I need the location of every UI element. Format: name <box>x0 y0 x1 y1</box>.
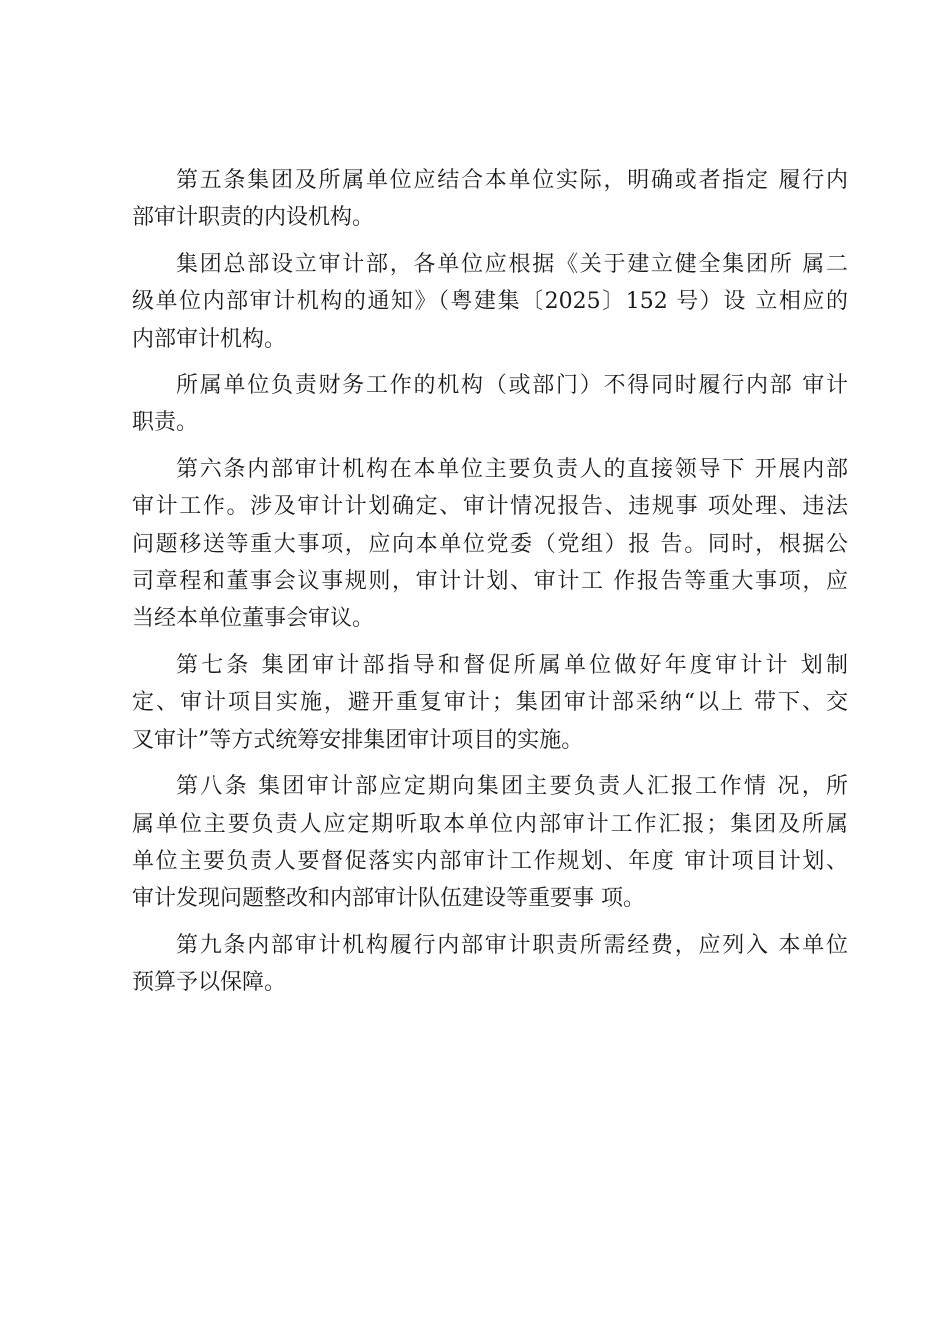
text-line: 第九条内部审计机构履行内部审计职责所需经费，应列入 本单位 <box>176 932 848 958</box>
text-line: 问题移送等重大事项，应向本单位党委（党组）报 告。同时，根据公 <box>132 531 848 557</box>
text-line: 职责。 <box>132 410 199 436</box>
text-line: 审计工作。涉及审计计划确定、审计情况报告、违规事 项处理、违法 <box>132 494 848 520</box>
text-line: 属单位主要负责人应定期听取本单位内部审计工作汇报；集团及所属 <box>132 811 848 837</box>
paragraph-article-6 <box>132 451 848 638</box>
paragraph-article-9 <box>132 927 848 1002</box>
text-line: 司章程和董事会议事规则，审计计划、审计工 作报告等重大事项，应 <box>132 569 848 595</box>
text-line: 第七条 集团审计部指导和督促所属单位做好年度审计计 划制 <box>176 652 848 678</box>
paragraph-article-8 <box>132 768 848 918</box>
text-line: 定、审计项目实施，避开重复审计；集团审计部采纳“以上 带下、交 <box>132 690 848 716</box>
document-body <box>132 162 848 1011</box>
text-line: 第五条集团及所属单位应结合本单位实际，明确或者指定 履行内 <box>176 168 848 193</box>
text-line: 内部审计机构。 <box>132 326 287 352</box>
text-line: 第六条内部审计机构在本单位主要负责人的直接领导下 开展内部 <box>176 456 848 482</box>
paragraph-article-7 <box>132 647 848 759</box>
text-line: 当经本单位董事会审议。 <box>132 606 375 632</box>
text-line: 叉审计”等方式统筹安排集团审计项目的实施。 <box>132 727 584 753</box>
paragraph-audit-department <box>132 246 848 358</box>
text-line: 预算予以保障。 <box>132 970 287 996</box>
text-line: 审计发现问题整改和内部审计队伍建设等重要事 项。 <box>132 886 645 912</box>
text-line: 级单位内部审计机构的通知》（粤建集〔2025〕152 号）设 立相应的 <box>132 289 848 315</box>
paragraph-finance-restriction <box>132 367 848 442</box>
paragraph-article-5 <box>132 162 848 237</box>
text-line: 集团总部设立审计部，各单位应根据《关于建立健全集团所 属二 <box>176 251 848 277</box>
text-line: 部审计职责的内设机构。 <box>132 205 375 231</box>
text-line: 所属单位负责财务工作的机构（或部门）不得同时履行内部 审计 <box>176 373 848 399</box>
text-line: 单位主要负责人要督促落实内部审计工作规划、年度 审计项目计划、 <box>132 848 848 874</box>
text-line: 第八条 集团审计部应定期向集团主要负责人汇报工作情 况，所 <box>176 774 848 800</box>
